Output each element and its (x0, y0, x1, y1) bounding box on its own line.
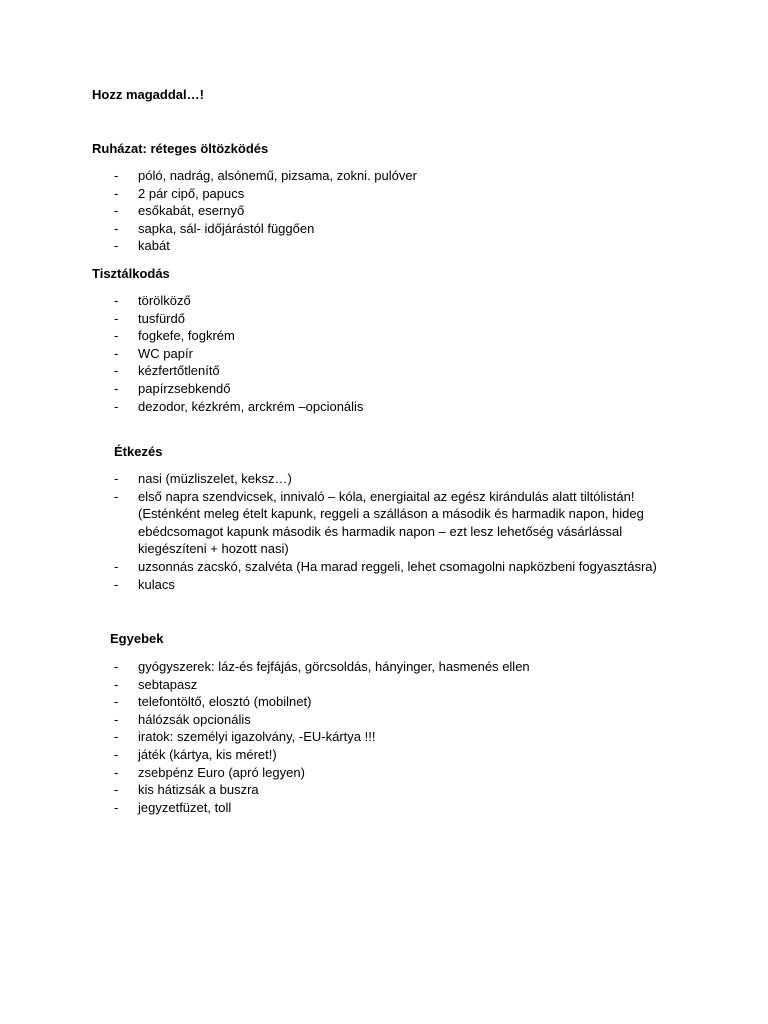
bullet-dash: - (114, 488, 119, 504)
bullet-dash: - (114, 659, 119, 674)
section-heading-etkezes: Étkezés (114, 444, 163, 459)
list-item: - tusfürdő (114, 310, 185, 326)
list-item: - kézfertőtlenítő (114, 363, 220, 379)
list-item: - hálózsák opcionális (114, 711, 251, 727)
bullet-dash: - (114, 380, 119, 396)
bullet-dash: - (114, 310, 119, 326)
list-item: - sapka, sál- időjárástól függően (114, 220, 315, 236)
bullet-dash: - (114, 676, 119, 692)
bullet-dash: - (114, 729, 119, 745)
list-item: - nasi (müzliszelet, keksz…) (114, 471, 292, 486)
section-heading-ruhazat: Ruházat: réteges öltözködés (92, 141, 269, 156)
bullet-dash: - (114, 782, 119, 798)
list-item: - uzsonnás zacskó, szalvéta (Ha marad reggeli, lehet csomagolni napközbeni fogyasztásra) (114, 558, 657, 574)
bullet-dash: - (114, 799, 119, 815)
list-item: - jegyzetfüzet, toll (114, 799, 232, 815)
bullet-dash: - (114, 746, 119, 762)
section-heading-tisztalkodas: Tisztálkodás (92, 266, 170, 281)
bullet-dash: - (114, 764, 119, 780)
list-item: - gyógyszerek: láz-és fejfájás, görcsoldás, hányinger, hasmenés ellen (114, 659, 530, 674)
bullet-dash: - (114, 168, 119, 183)
list-item: - telefontöltő, elosztó (mobilnet) (114, 694, 312, 710)
bullet-dash: - (114, 398, 119, 414)
list-item: - törölköző (114, 293, 191, 308)
list-egyebek (0, 658, 768, 816)
list-item: - esőkabát, esernyő (114, 203, 245, 219)
list-tisztalkodas (0, 292, 768, 415)
bullet-dash: - (114, 345, 119, 361)
bullet-dash: - (114, 185, 119, 201)
list-item: - papírzsebkendő (114, 380, 231, 396)
list-etkezes (0, 470, 768, 593)
list-item: - dezodor, kézkrém, arckrém –opcionális (114, 398, 364, 414)
list-item: - 2 pár cipő, papucs (114, 185, 245, 201)
list-item: - kabát (114, 238, 170, 254)
list-item: - sebtapasz (114, 676, 198, 692)
list-item: - kulacs (114, 576, 175, 592)
list-item: - első napra szendvicsek, innivaló – kóla, energiaital az egész kirándulás alatt tiltólistán! (Esténként meleg ételt kapunk, reggeli a szálláson a második és harmadik napon, hideg ebédcsomagot kapunk második és harmadik napon – ezt lesz lehetőség vásárlással kiegészíteni + hozott nasi) (114, 488, 644, 557)
bullet-dash: - (114, 558, 119, 574)
bullet-dash: - (114, 238, 119, 254)
list-item: - WC papír (114, 345, 193, 361)
list-ruhazat (0, 167, 768, 255)
list-item: - kis hátizsák a buszra (114, 782, 259, 798)
bullet-dash: - (114, 711, 119, 727)
bullet-dash: - (114, 293, 119, 308)
list-item: - póló, nadrág, alsónemű, pizsama, zokni. pulóver (114, 168, 417, 183)
list-item: - játék (kártya, kis méret!) (114, 746, 277, 762)
bullet-dash: - (114, 328, 119, 344)
bullet-dash: - (114, 203, 119, 219)
document-title: Hozz magaddal…! (92, 87, 204, 102)
bullet-dash: - (114, 471, 119, 486)
list-item: - iratok: személyi igazolvány, -EU-kártya !!! (114, 729, 376, 745)
list-item: - fogkefe, fogkrém (114, 328, 235, 344)
list-item: - zsebpénz Euro (apró legyen) (114, 764, 305, 780)
bullet-dash: - (114, 363, 119, 379)
bullet-dash: - (114, 576, 119, 592)
bullet-dash: - (114, 694, 119, 710)
section-heading-egyebek: Egyebek (110, 631, 164, 646)
bullet-dash: - (114, 220, 119, 236)
